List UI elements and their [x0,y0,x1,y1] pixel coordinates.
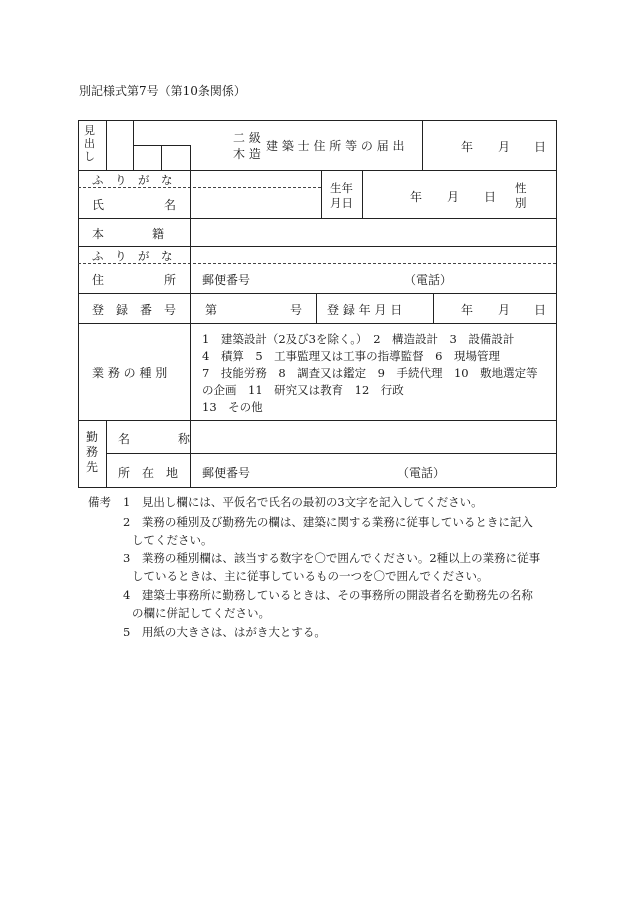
registration-date-day: 日 [534,303,547,317]
work-type-line-4: の企画 11 研究又は教育 12 行政 [202,383,404,397]
work-type-line-5: 13 その他 [202,400,263,414]
notes-title: 備考 [88,495,111,509]
registration-date-year: 年 [461,303,474,317]
note-1: 1 見出し欄には、平仮名で氏名の最初の3文字を記入してください。 [123,495,483,509]
submit-date-month: 月 [498,140,511,154]
employer-name-label: 名 称 [118,432,191,446]
address-phone-label: （電話） [404,273,453,287]
employer-label: 勤務先 [86,430,99,474]
note-3: 3 業務の種別欄は、該当する数字を〇で囲んでください。2種以上の業務に従事 [123,551,541,565]
registration-number-go: 号 [290,303,303,317]
furigana-label-address: ふ り が な [92,249,173,263]
work-type-label: 業 務 の 種 別 [92,366,168,380]
honseki-label: 本 籍 [92,227,165,241]
name-label: 氏 名 [92,198,177,212]
registration-number-dai: 第 [205,303,218,317]
form-number-label: 別記様式第7号（第10条関係） [79,84,246,98]
title-grade-mokuzo: 木 造 [233,147,261,161]
note-3-cont: しているときは、主に従事しているもの一つを〇で囲んでください。 [132,569,489,583]
registration-number-label: 登 録 番 号 [92,303,177,317]
furigana-label-name: ふ り が な [92,173,173,187]
submit-date-year: 年 [461,140,474,154]
note-2: 2 業務の種別及び勤務先の欄は、建築に関する業務に従事しているときに記入 [123,515,533,529]
employer-address-label: 所 在 地 [118,466,179,480]
birth-year: 年 [410,190,423,204]
sex-label-bottom: 別 [515,196,527,210]
note-5: 5 用紙の大きさは、はがき大とする。 [123,625,326,639]
submit-date-day: 日 [534,140,547,154]
work-type-line-2: 4 積算 5 工事監理又は工事の指導監督 6 現場管理 [202,349,500,363]
note-4: 4 建築士事務所に勤務しているときは、その事務所の開設者名を勤務先の名称 [123,588,533,602]
midashi-label: 見出し [84,124,95,163]
registration-date-month: 月 [498,303,511,317]
birth-day: 日 [484,190,497,204]
work-type-line-3: 7 技能労務 8 調査又は鑑定 9 手続代理 10 敷地選定等 [202,366,538,380]
registration-date-label: 登 録 年 月 日 [327,303,403,317]
note-4-cont: の欄に併記してください。 [132,606,270,620]
form-title: 建 築 士 住 所 等 の 届 出 [266,139,405,153]
work-type-line-1: 1 建築設計（2及び3を除く。） 2 構造設計 3 設備設計 [202,332,515,346]
employer-phone-label: （電話） [397,466,446,480]
employer-postal-label: 郵便番号 [202,466,251,480]
sex-label-top: 性 [515,181,527,195]
title-grade-nikyu: 二 級 [233,131,261,145]
address-label: 住 所 [92,273,177,287]
birth-label-bottom: 月日 [330,196,353,210]
address-postal-label: 郵便番号 [202,273,251,287]
birth-month: 月 [447,190,460,204]
birth-label-top: 生年 [330,181,353,195]
note-2-cont: してください。 [132,533,213,547]
